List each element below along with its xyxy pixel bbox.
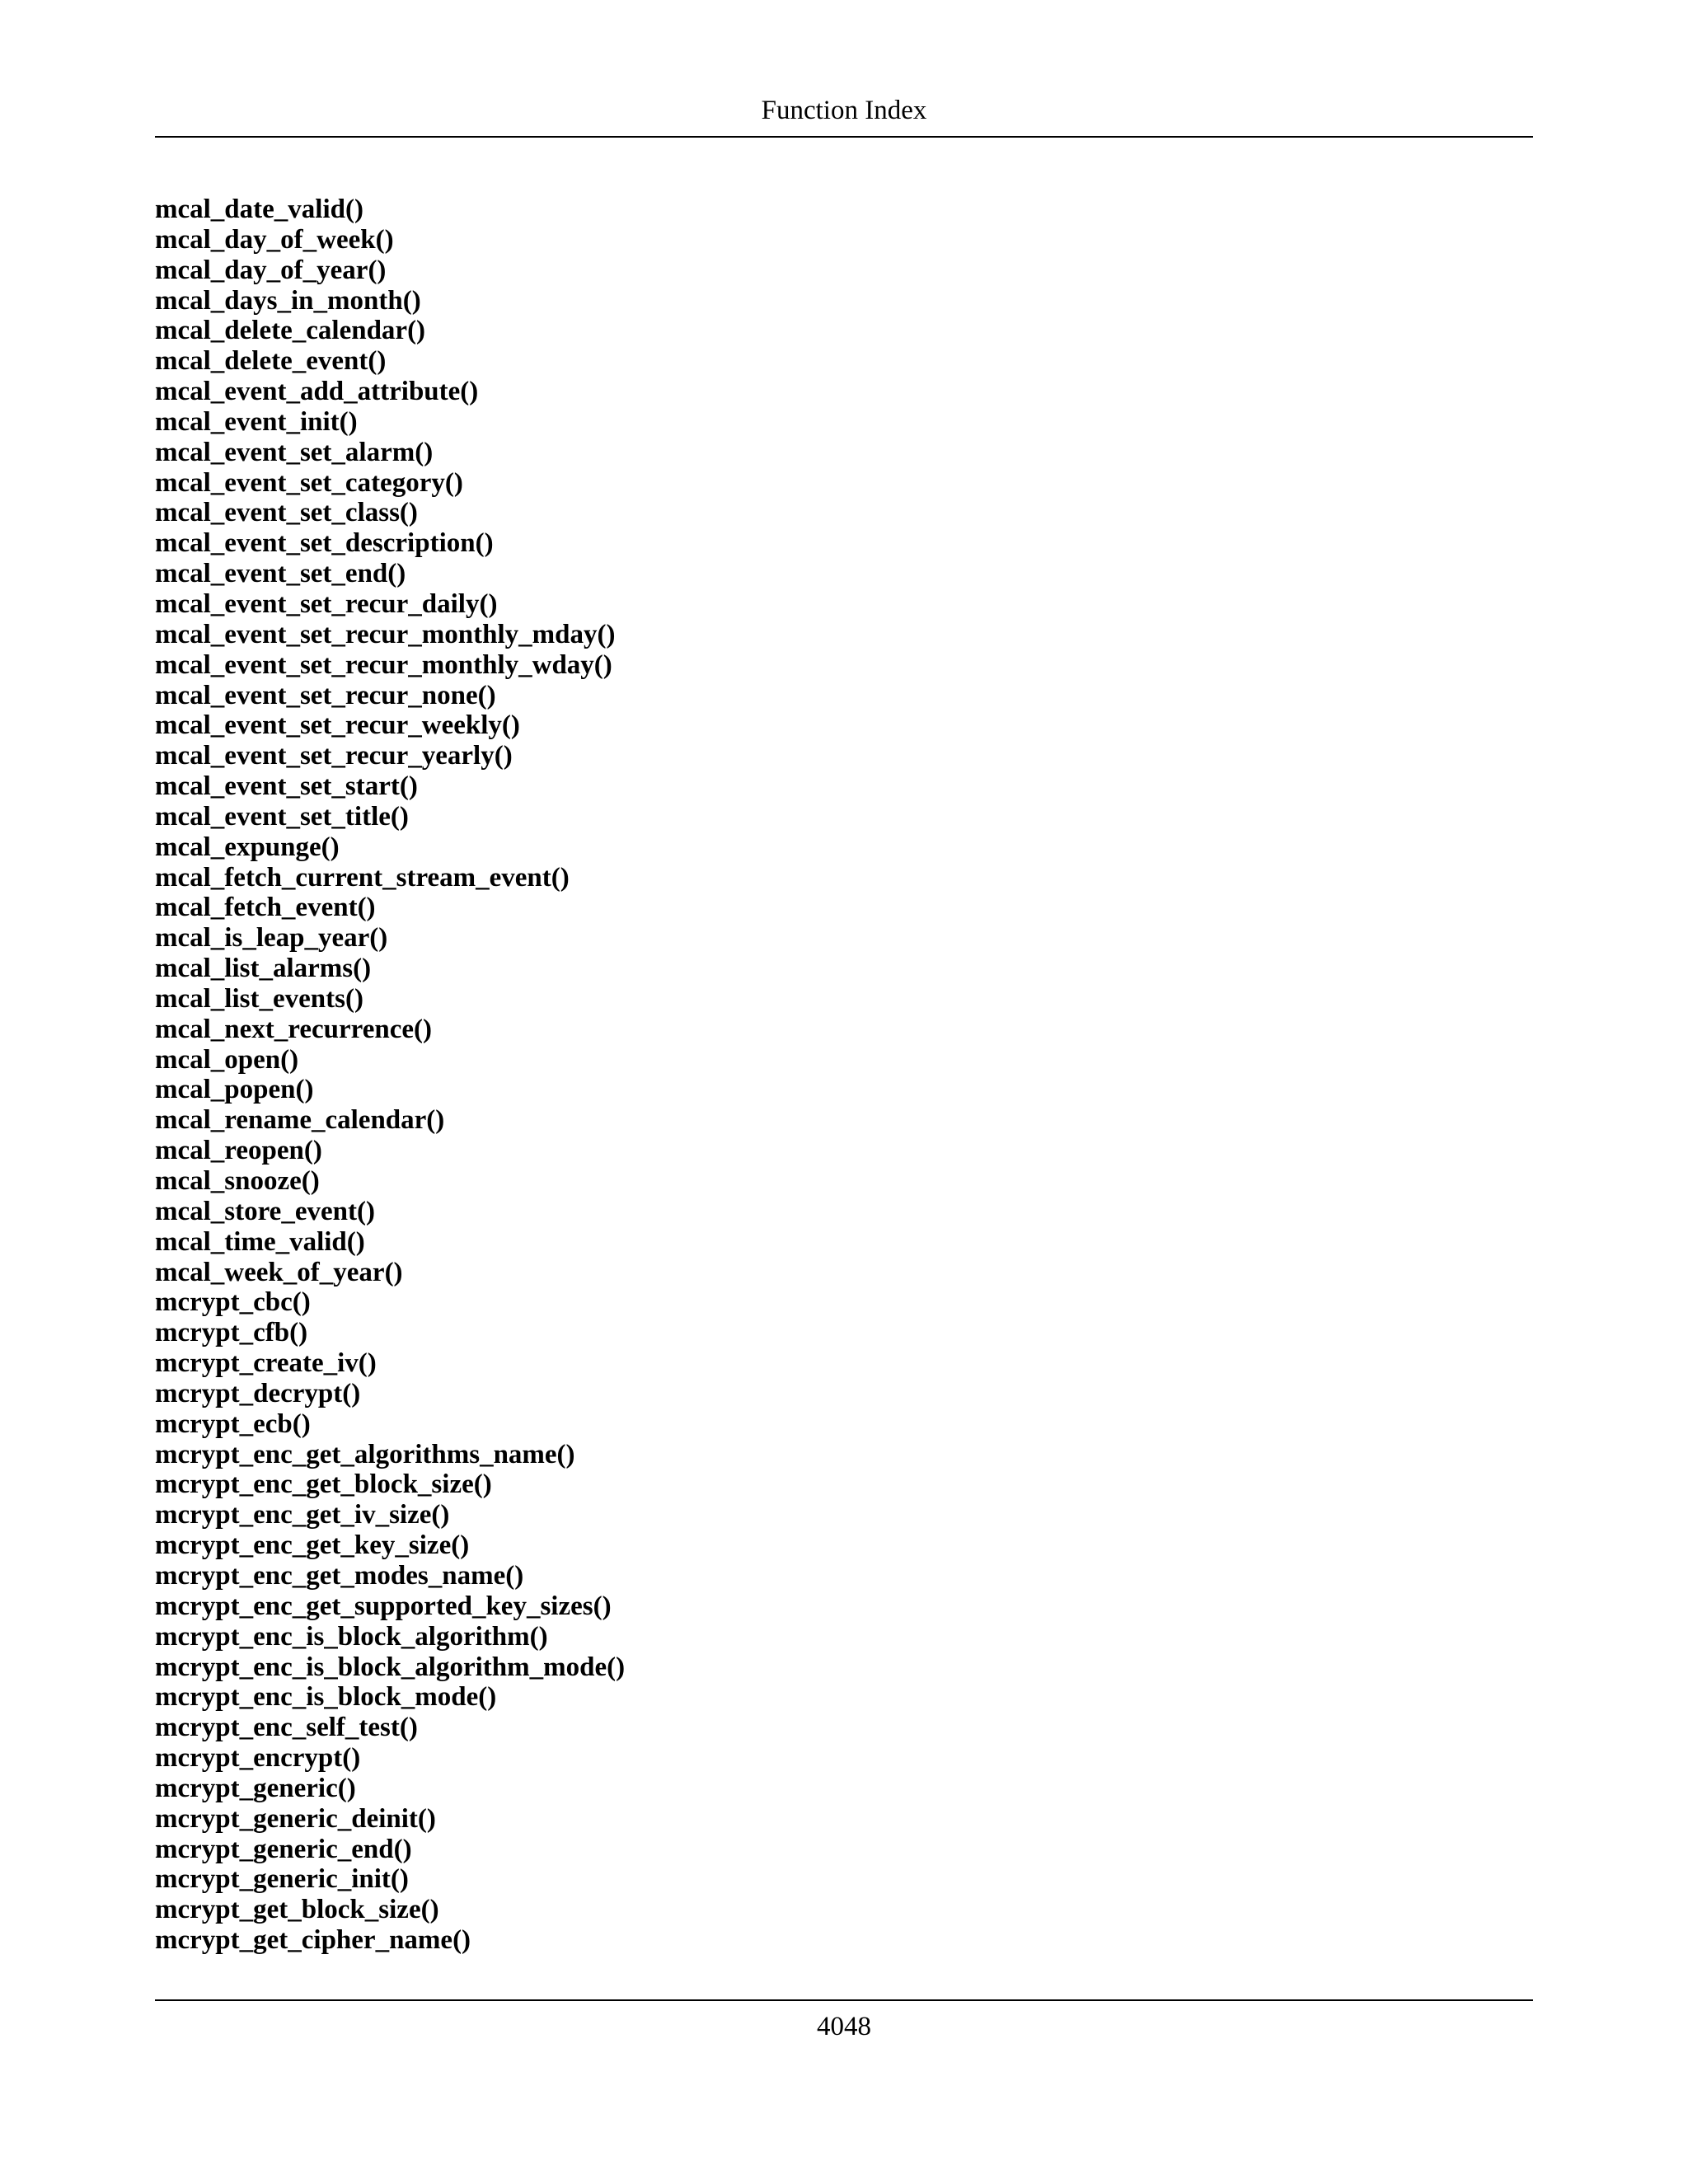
function-index-entry[interactable]: mcal_store_event(): [155, 1196, 375, 1226]
function-index-entry[interactable]: mcal_event_set_recur_monthly_wday(): [155, 649, 612, 680]
function-index-entry[interactable]: mcal_open(): [155, 1044, 299, 1075]
header-divider: [155, 136, 1533, 138]
function-index-entry[interactable]: mcal_snooze(): [155, 1166, 320, 1196]
function-index-entry[interactable]: mcal_week_of_year(): [155, 1257, 403, 1287]
function-index-entry[interactable]: mcrypt_generic(): [155, 1773, 356, 1803]
function-index-entry[interactable]: mcal_list_events(): [155, 983, 363, 1014]
function-index-entry[interactable]: mcrypt_create_iv(): [155, 1348, 377, 1379]
function-index-entry[interactable]: mcal_is_leap_year(): [155, 923, 388, 954]
function-index-entry[interactable]: mcrypt_enc_get_key_size(): [155, 1530, 470, 1561]
function-index-entry[interactable]: mcal_event_set_description(): [155, 528, 494, 559]
function-index-entry[interactable]: mcrypt_enc_is_block_algorithm(): [155, 1621, 548, 1652]
function-index-entry[interactable]: mcrypt_enc_get_modes_name(): [155, 1560, 524, 1591]
function-index-entry[interactable]: mcal_date_valid(): [155, 194, 363, 224]
function-index-entry[interactable]: mcal_next_recurrence(): [155, 1014, 432, 1044]
function-index-entry[interactable]: mcal_delete_event(): [155, 346, 387, 377]
function-index-entry[interactable]: mcrypt_generic_deinit(): [155, 1803, 436, 1834]
function-index-entry[interactable]: mcrypt_enc_get_iv_size(): [155, 1500, 450, 1530]
function-index-entry[interactable]: mcal_event_set_class(): [155, 498, 418, 528]
function-index-entry[interactable]: mcrypt_decrypt(): [155, 1378, 361, 1408]
function-index-entry[interactable]: mcal_event_set_recur_daily(): [155, 588, 498, 619]
function-index-entry[interactable]: mcal_fetch_current_stream_event(): [155, 862, 570, 893]
function-index-entry[interactable]: mcrypt_enc_get_algorithms_name(): [155, 1439, 575, 1469]
function-index-entry[interactable]: mcal_event_set_title(): [155, 801, 409, 832]
function-index-entry[interactable]: mcal_expunge(): [155, 832, 340, 862]
function-index-entry[interactable]: mcrypt_enc_get_supported_key_sizes(): [155, 1591, 612, 1621]
function-index-entry[interactable]: mcrypt_enc_is_block_mode(): [155, 1682, 497, 1713]
page-header-title: Function Index: [761, 96, 927, 125]
function-index-entry[interactable]: mcrypt_cbc(): [155, 1287, 311, 1318]
function-index-entry[interactable]: mcal_rename_calendar(): [155, 1105, 445, 1136]
function-index-entry[interactable]: mcrypt_cfb(): [155, 1318, 308, 1348]
function-index-entry[interactable]: mcrypt_ecb(): [155, 1408, 311, 1439]
function-index-entry[interactable]: mcal_event_set_recur_none(): [155, 680, 496, 710]
footer-divider: [155, 1999, 1533, 2001]
function-index-entry[interactable]: mcal_day_of_week(): [155, 224, 394, 255]
function-index-entry[interactable]: mcal_event_set_category(): [155, 467, 463, 498]
function-index-entry[interactable]: mcrypt_get_block_size(): [155, 1895, 439, 1925]
function-index-entry[interactable]: mcal_event_set_end(): [155, 559, 406, 589]
function-index-entry[interactable]: mcal_list_alarms(): [155, 954, 372, 984]
function-index-entry[interactable]: mcrypt_get_cipher_name(): [155, 1925, 471, 1956]
function-index-entry[interactable]: mcal_fetch_event(): [155, 893, 376, 923]
function-index-entry[interactable]: mcal_event_set_recur_weekly(): [155, 710, 520, 741]
function-index-entry[interactable]: mcal_time_valid(): [155, 1226, 365, 1257]
function-index-list: [155, 194, 625, 1956]
function-index-entry[interactable]: mcal_popen(): [155, 1075, 314, 1105]
function-index-entry[interactable]: mcrypt_generic_init(): [155, 1864, 409, 1895]
function-index-entry[interactable]: mcal_event_set_recur_monthly_mday(): [155, 619, 616, 649]
function-index-entry[interactable]: mcrypt_enc_get_block_size(): [155, 1469, 492, 1500]
function-index-entry[interactable]: mcal_event_set_recur_yearly(): [155, 741, 513, 771]
function-index-entry[interactable]: mcrypt_enc_is_block_algorithm_mode(): [155, 1652, 626, 1682]
function-index-entry[interactable]: mcal_day_of_year(): [155, 255, 387, 285]
function-index-entry[interactable]: mcal_delete_calendar(): [155, 316, 426, 346]
page-number: 4048: [817, 2012, 871, 2041]
function-index-entry[interactable]: mcal_event_add_attribute(): [155, 377, 479, 407]
function-index-entry[interactable]: mcrypt_generic_end(): [155, 1834, 412, 1864]
function-index-entry[interactable]: mcal_event_set_alarm(): [155, 437, 434, 467]
function-index-entry[interactable]: mcrypt_enc_self_test(): [155, 1713, 418, 1743]
function-index-entry[interactable]: mcal_event_set_start(): [155, 771, 418, 802]
function-index-entry[interactable]: mcrypt_encrypt(): [155, 1743, 361, 1774]
function-index-entry[interactable]: mcal_event_init(): [155, 406, 358, 437]
function-index-entry[interactable]: mcal_days_in_month(): [155, 285, 421, 316]
function-index-entry[interactable]: mcal_reopen(): [155, 1136, 322, 1166]
